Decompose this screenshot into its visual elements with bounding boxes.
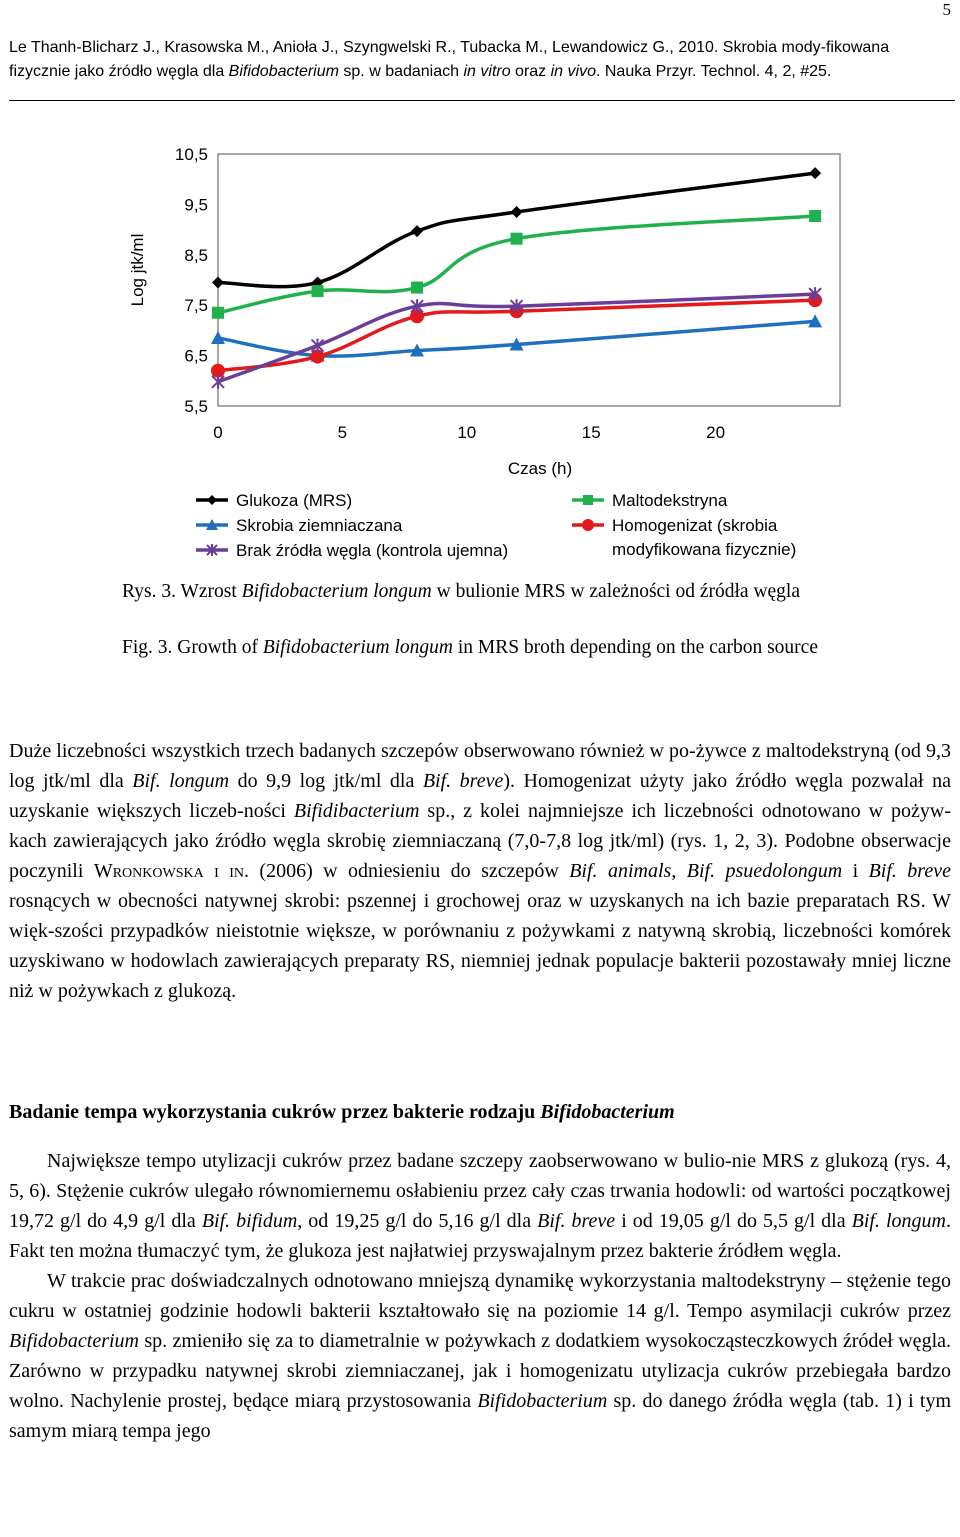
p2-e: i od 19,05 g/l do 5,5 g/l dla (615, 1210, 852, 1232)
citation-oraz: oraz (510, 63, 551, 80)
section-heading (9, 1097, 675, 1127)
p1-m: i (842, 860, 869, 882)
legend-item (196, 541, 508, 560)
p1-c: do 9,9 log jtk/ml dla (229, 770, 423, 792)
y-tick-label: 7,5 (184, 296, 208, 316)
p2-g: . Fakt ten można tłumaczyć tym, że glukoza jest najłatwiej przyswajalnym przez bakterie źródłem węgla. (9, 1210, 951, 1262)
p1-h: Wronkowska i in. (93, 860, 249, 882)
p1-a: Duże liczebności wszystkich trzech badanych szczepów obserwowano również w po-żywce z maltodekstryną (od 9,3 log jtk/ml dla (9, 740, 951, 792)
citation-genus: Bifidobacterium (228, 63, 339, 80)
x-tick-label: 20 (706, 423, 726, 442)
p1-b: Bif. longum (132, 770, 230, 792)
figure-caption-pl (122, 578, 852, 606)
legend-item (572, 516, 796, 559)
p1-n: Bif. breve (868, 860, 951, 882)
caption-pl-prefix: Rys. 3. Wzrost (122, 581, 242, 602)
x-axis-label: Czas (h) (507, 459, 573, 478)
p2-a: Największe tempo utylizacji cukrów przez badane szczepy zaobserwowano w bulio-nie MRS z glukozą (rys. 4, 5, 6). Stężenie cukrów ulegało równomiernemu osłabieniu przez cały czas trwania hodowli: od wartości początkowej 19,72 g/l do 4,9 g/l dla (9, 1150, 951, 1232)
series-0 (212, 167, 821, 288)
data-point (207, 495, 217, 505)
p2-f: Bif. longum (851, 1210, 946, 1232)
p2-c: , od 19,25 g/l do 5,16 g/l dla (297, 1210, 538, 1232)
paragraph-growth-discussion (9, 736, 951, 1006)
p3-c: sp. zmieniło się za to diametralnie w pożywkach z dodatkiem wysokocząsteczkowych źródeł węgla. Zarówno w przypadku natywnej skrobi ziemniaczanej, jak i homogenizatu utylizacja cukrów przebiegała bardzo wolno. Nachylenie prostej, będące miarą przystosowania (9, 1330, 951, 1412)
legend-label: Homogenizat (skrobia (612, 516, 778, 535)
caption-pl-species: Bifidobacterium longum (241, 581, 432, 602)
caption-en-species: Bifidobacterium longum (262, 637, 453, 658)
legend-item (196, 516, 403, 535)
p1-l: Bif. psuedolongum (686, 860, 843, 882)
data-point (511, 206, 523, 218)
data-point (411, 225, 423, 237)
legend-label: Skrobia ziemniaczana (236, 516, 403, 535)
paragraph-maltodextrin (9, 1266, 951, 1446)
p3-b: Bifidobacterium (9, 1330, 139, 1352)
citation-authors: Le Thanh-Blicharz J., Krasowska M., Anioła J., Szyngwelski R., Tubacka M., Lewandowicz G., 2010. Skrobia mody-fikowana fizycznie jako źródło węgla dla (9, 39, 890, 80)
figure-caption-en (122, 634, 852, 662)
data-point (583, 495, 593, 505)
p1-e: ). Homogenizat użyty jako źródło węgla pozwalał na uzyskanie większych liczeb-ności (9, 770, 951, 822)
caption-en-prefix: Fig. 3. Growth of (122, 637, 263, 658)
section-title-genus: Bifidobacterium (540, 1101, 675, 1123)
x-tick-label: 0 (213, 423, 223, 442)
p3-d: Bifidobacterium (477, 1390, 608, 1412)
header-rule (9, 100, 955, 101)
chart-series (211, 167, 822, 389)
y-tick-label: 10,5 (174, 145, 208, 164)
paragraph-sugar-utilization (9, 1146, 951, 1266)
p2-d: Bif. breve (537, 1210, 616, 1232)
p3-e: sp. do danego źródła węgla (tab. 1) i tym samym miarą tempa jego (9, 1390, 952, 1442)
legend-label: Glukoza (MRS) (236, 491, 353, 510)
caption-en-suffix: in MRS broth depending on the carbon source (452, 637, 818, 658)
citation-in-vivo: in vivo (550, 63, 596, 80)
p1-i: (2006) w odniesieniu do szczepów (249, 860, 570, 882)
y-axis-label: Log jtk/ml (128, 233, 147, 307)
data-point (511, 233, 523, 245)
legend-label: Brak źródła węgla (kontrola ujemna) (236, 541, 509, 560)
x-tick-label: 5 (337, 423, 348, 442)
p2-b: Bif. bifidum (201, 1210, 298, 1232)
p1-d: Bif. breve (422, 770, 504, 792)
data-point (582, 519, 594, 531)
caption-pl-suffix: w bulionie MRS w zależności od źródła węgla (431, 581, 801, 602)
data-point (809, 167, 821, 179)
p1-g: sp., z kolei najmniejsze ich liczebności odnotowano w pożyw-kach zawierających jako źródło węgla skrobię ziemniaczaną (7,0-7,8 log jtk/ml) (rys. 1, 2, 3). Podobne obserwacje poczynili (9, 800, 951, 882)
y-tick-label: 6,5 (184, 346, 208, 366)
growth-line-chart (0, 120, 960, 570)
page-number: 5 (942, 0, 951, 19)
p3-a: W trakcie prac doświadczalnych odnotowano mniejszą dynamikę wykorzystania maltodekstryny – stężenie tego cukru w ostatniej godzinie hodowli bakterii kształtowało się na poziomie 14 g/l. Tempo asymilacji cukrów przez (9, 1270, 951, 1322)
chart-legend (196, 491, 796, 560)
section-title-text: Badanie tempa wykorzystania cukrów przez bakterie rodzaju (9, 1101, 541, 1123)
y-tick-label: 9,5 (184, 195, 208, 215)
plot-frame (218, 154, 840, 406)
data-point (411, 282, 423, 294)
legend-label: modyfikowana fizycznie) (612, 540, 797, 559)
legend-item (572, 491, 728, 510)
p1-o: rosnących w obecności natywnej skrobi: pszennej i grochowej oraz w uzyskanych na ich bazie preparatach RS. W więk-szości przypadków nieistotnie większe, w porównaniu z pożywkami z natywną skrobią, liczebności komórek uzyskiwano w hodowlach zawierających preparaty RS, niemniej jednak populacje bakterii pozostawały mniej liczne niż w pożywkach z glukozą. (9, 890, 951, 1002)
series-line (218, 173, 815, 286)
citation-header (9, 36, 951, 84)
data-point (809, 210, 821, 222)
y-tick-label: 5,5 (184, 397, 208, 416)
series-2 (211, 314, 822, 361)
citation-journal: . Nauka Przyr. Technol. 4, 2, #25. (595, 63, 832, 80)
citation-mid: sp. w badaniach (338, 63, 464, 80)
y-tick-label: 8,5 (184, 245, 208, 265)
data-point (212, 307, 224, 319)
p1-j: Bif. animals (569, 860, 672, 882)
legend-item (196, 491, 352, 510)
x-tick-label: 15 (581, 423, 601, 442)
p1-k: , (671, 860, 687, 882)
p1-f: Bifidibacterium (293, 800, 420, 822)
data-point (312, 285, 324, 297)
data-point (212, 277, 224, 289)
x-tick-label: 10 (457, 423, 477, 442)
body-text (9, 1146, 951, 1446)
citation-in-vitro: in vitro (463, 63, 511, 80)
legend-label: Maltodekstryna (612, 491, 728, 510)
